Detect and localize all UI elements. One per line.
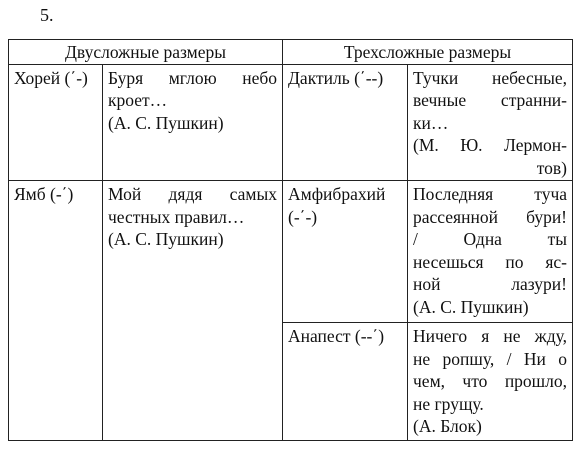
meter-name-line: Хорей (΄-) (14, 67, 88, 88)
example-line: честных правил… (108, 206, 245, 227)
example-author: (А. С. Пушкин) (413, 296, 529, 317)
header-disyllabic: Двусложные размеры (9, 40, 283, 65)
example-author: (А. Блок) (413, 416, 482, 436)
example-line: рассеянной бури! (413, 206, 568, 227)
example-line: не ропшу, / Ни о (413, 348, 568, 369)
example-amfibrakhii (408, 181, 573, 323)
meters-table (8, 39, 573, 441)
example-line: чем, что прошло, (413, 371, 568, 391)
example-author: (А. С. Пушкин) (108, 229, 224, 249)
example-line: Тучки небесные, (413, 67, 568, 88)
meter-name-line: Ямб (-΄) (14, 184, 74, 204)
example-daktil (408, 64, 573, 181)
task-number: 5. (40, 5, 54, 25)
table-row (9, 181, 573, 323)
header-trisyllabic: Трехсложные размеры (283, 40, 573, 65)
meter-name-line: Амфибрахий (288, 184, 386, 204)
meter-name-amfibrakhii (283, 181, 408, 323)
example-line: не грущу. (413, 393, 484, 414)
example-author: тов) (536, 157, 568, 178)
meter-name-yamb (9, 181, 103, 441)
example-line: Мой дядя самых (108, 184, 277, 204)
example-line: ки… (413, 112, 449, 133)
example-anapest (408, 323, 573, 441)
meter-name-daktil (283, 64, 408, 181)
example-line: Последняя туча (413, 184, 568, 204)
example-line: несешься по яс- (413, 251, 568, 272)
example-yamb (103, 181, 283, 441)
table-row (9, 64, 573, 181)
example-line: Буря мглою небо (108, 67, 277, 88)
example-line: кроет… (108, 90, 168, 110)
example-author: (А. С. Пушкин) (108, 112, 224, 133)
meter-name-khorei (9, 64, 103, 181)
meter-name-line: Анапест (--΄) (288, 326, 385, 346)
header-row (9, 40, 573, 65)
meter-name-anapest (283, 323, 408, 441)
example-khorei (103, 64, 283, 181)
example-line: вечные странни- (413, 90, 568, 110)
example-line: Ничего я не жду, (413, 326, 568, 346)
meter-name-line: (-΄-) (288, 206, 318, 227)
meter-name-line: Дактиль (΄--) (288, 67, 384, 88)
example-line: ной лазури! (413, 274, 568, 294)
example-author: (М. Ю. Лермон- (413, 135, 568, 155)
example-line: / Одна ты (413, 229, 568, 249)
